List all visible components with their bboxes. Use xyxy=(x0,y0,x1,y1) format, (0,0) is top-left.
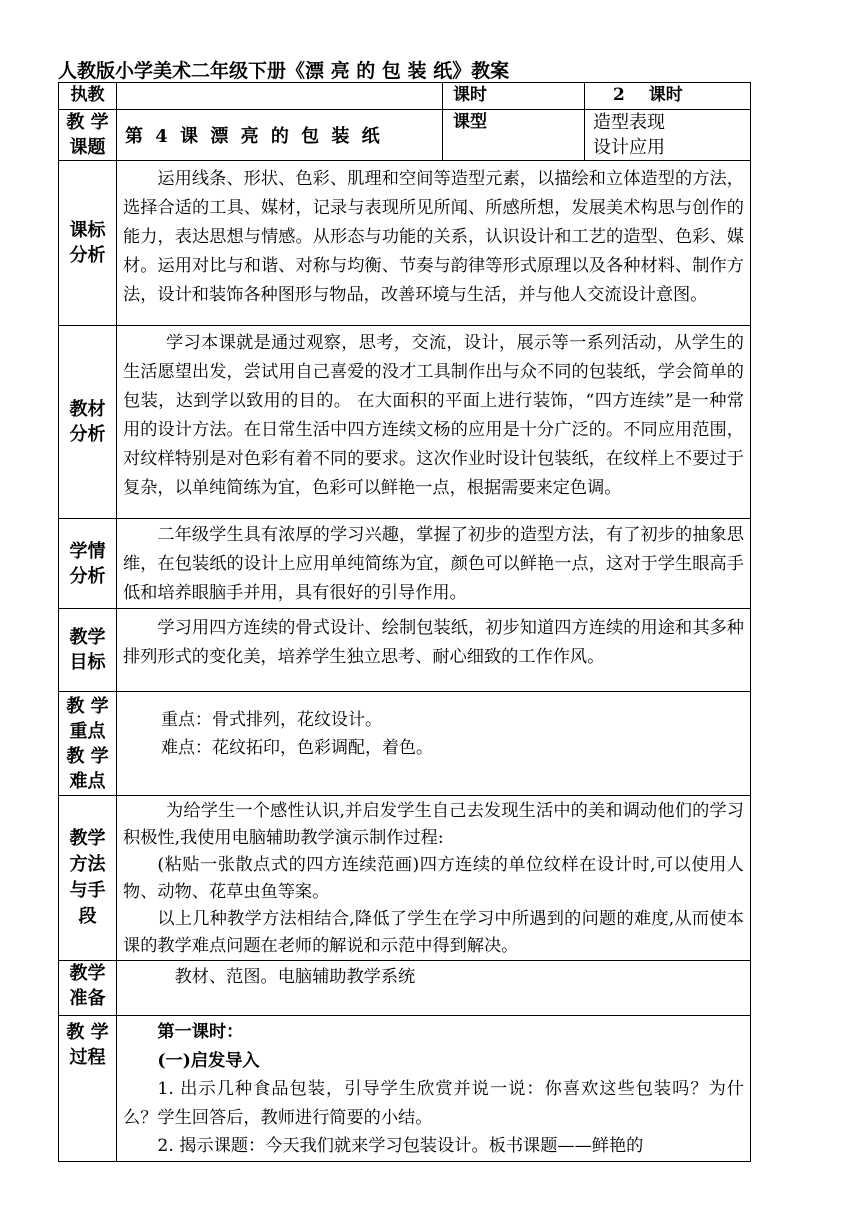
difficult-point: 难点：花纹拓印，色彩调配，着色。 xyxy=(161,738,433,758)
process-lesson-title: 第一课时： xyxy=(157,1022,244,1042)
methods-paragraph-2: (粘贴一张散点式的四方连续范画)四方连续的单位纹样在设计时,可以使用人物、动物、花草虫鱼等案。 xyxy=(123,855,744,902)
students-row xyxy=(59,519,751,609)
topic-label xyxy=(59,110,117,161)
curriculum-paragraph: 运用线条、形状、色彩、肌理和空间等造型元素，以描绘和立体造型的方法，选择合适的工具、媒材，记录与表现所见所闻、所感所想，发展美术构思与创作的能力，表达思想与情感。从形态与功能的关系，认识设计和工艺的造型、色彩、媒材。运用对比与和谐、对称与均衡、节奏与韵律等形式原理以及各种材料、制作方法，设计和装饰各种图形与物品，改善环境与生活，并与他人交流设计意图。 xyxy=(123,169,744,305)
teacher-label: 执教 xyxy=(59,83,117,110)
keypoints-label-line-3: 教 学 xyxy=(66,745,109,767)
methods-paragraph-1: 为给学生一个感性认识,并启发学生自己去发现生活中的美和调动他们的学习积极性,我使用电脑辅助教学演示制作过程: xyxy=(123,801,744,848)
keypoints-text xyxy=(117,692,751,796)
goals-row xyxy=(59,609,751,692)
students-label-line-1: 学情 xyxy=(69,540,106,562)
header-row xyxy=(59,83,751,110)
process-step-1-item-1: 1. 出示几种食品包装，引导学生欣赏并说一说：你喜欢这些包装吗？为什么？学生回答后，教师进行简要的小结。 xyxy=(123,1079,744,1128)
textbook-paragraph: 学习本课就是通过观察，思考，交流，设计，展示等一系列活动，从学生的生活愿望出发，尝试用自己喜爱的没才工具制作出与众不同的包装纸，学会简单的包装，达到学以致用的目的。 在大面积的平面上进行装饰，“四方连续”是一种常用的设计方法。在日常生活中四方连续文杨的应用是十分广泛的。不同应用范围，对纹样特别是对色彩有着不同的要求。这次作业时设计包装纸，在纹样上不要过于复杂，以单纯简练为宜，色彩可以鲜艳一点，根据需要来定色调。 xyxy=(123,333,744,498)
keypoints-label-line-4: 难点 xyxy=(69,770,106,792)
textbook-text xyxy=(117,326,751,519)
process-step-1-item-2: 2. 揭示课题：今天我们就来学习包装设计。板书课题——鲜艳的 xyxy=(157,1136,644,1156)
methods-label xyxy=(59,796,117,961)
methods-label-line-1: 教学 xyxy=(69,828,106,849)
textbook-row xyxy=(59,326,751,519)
type-value-line-1: 造型表现 xyxy=(593,112,665,133)
goals-paragraph: 学习用四方连续的骨式设计、绘制包装纸，初步知道四方连续的用途和其多种排列形式的变化美，培养学生独立思考、耐心细致的工作作风。 xyxy=(123,618,744,667)
curriculum-row xyxy=(59,161,751,326)
type-value xyxy=(585,110,751,161)
methods-label-line-3: 与手 xyxy=(69,880,106,901)
keypoints-row xyxy=(59,692,751,796)
type-value-line-2: 设计应用 xyxy=(593,137,665,158)
methods-label-line-4: 段 xyxy=(78,906,97,927)
students-text xyxy=(117,519,751,609)
process-row xyxy=(59,1016,751,1162)
keypoints-label-line-1: 教 学 xyxy=(66,695,109,717)
prep-label-line-1: 教学 xyxy=(69,963,106,984)
prep-row xyxy=(59,961,751,1016)
textbook-label xyxy=(59,326,117,519)
curriculum-text xyxy=(117,161,751,326)
curriculum-label-line-2: 分析 xyxy=(69,245,106,266)
lesson-plan-table xyxy=(58,82,751,1162)
methods-row xyxy=(59,796,751,961)
process-label xyxy=(59,1016,117,1162)
goals-text xyxy=(117,609,751,692)
goals-label-line-2: 目标 xyxy=(69,652,106,673)
methods-label-line-2: 方法 xyxy=(69,854,106,875)
textbook-label-line-1: 教材 xyxy=(69,399,106,420)
prep-label-line-2: 准备 xyxy=(69,988,106,1009)
curriculum-label-line-1: 课标 xyxy=(69,220,106,241)
goals-label xyxy=(59,609,117,692)
prep-label xyxy=(59,961,117,1016)
teacher-value xyxy=(117,83,443,110)
document-title: 人教版小学美术二年级下册《漂 亮 的 包 装 纸》教案 xyxy=(58,60,510,82)
students-label-line-2: 分析 xyxy=(69,565,106,587)
period-value: 2 课时 xyxy=(585,83,751,110)
students-label xyxy=(59,519,117,609)
process-step-1-title: (一)启发导入 xyxy=(157,1050,260,1071)
period-label: 课时 xyxy=(443,83,585,110)
textbook-label-line-2: 分析 xyxy=(69,424,106,445)
methods-paragraph-3: 以上几种教学方法相结合,降低了学生在学习中所遇到的问题的难度,从而使本课的教学难点问题在老师的解说和示范中得到解决。 xyxy=(123,909,744,956)
topic-label-line-2: 课题 xyxy=(69,137,106,158)
process-label-line-1: 教 学 xyxy=(66,1022,109,1043)
prep-paragraph: 教材、范图。电脑辅助教学系统 xyxy=(174,967,416,987)
topic-row xyxy=(59,110,751,161)
type-label: 课型 xyxy=(443,110,585,161)
key-point: 重点：骨式排列，花纹设计。 xyxy=(161,710,382,730)
process-text xyxy=(117,1016,751,1162)
prep-text xyxy=(117,961,751,1016)
topic-label-line-1: 教 学 xyxy=(66,112,109,133)
keypoints-label xyxy=(59,692,117,796)
keypoints-label-line-2: 重点 xyxy=(69,720,106,742)
students-paragraph: 二年级学生具有浓厚的学习兴趣，掌握了初步的造型方法，有了初步的抽象思维，在包装纸的设计上应用单纯简练为宜，颜色可以鲜艳一点，这对于学生眼高手低和培养眼脑手并用，具有很好的引导作用。 xyxy=(123,525,744,603)
curriculum-label xyxy=(59,161,117,326)
methods-text xyxy=(117,796,751,961)
topic-value: 第 4 课 漂 亮 的 包 装 纸 xyxy=(117,110,443,161)
process-label-line-2: 过程 xyxy=(69,1047,106,1068)
goals-label-line-1: 教学 xyxy=(69,627,106,648)
